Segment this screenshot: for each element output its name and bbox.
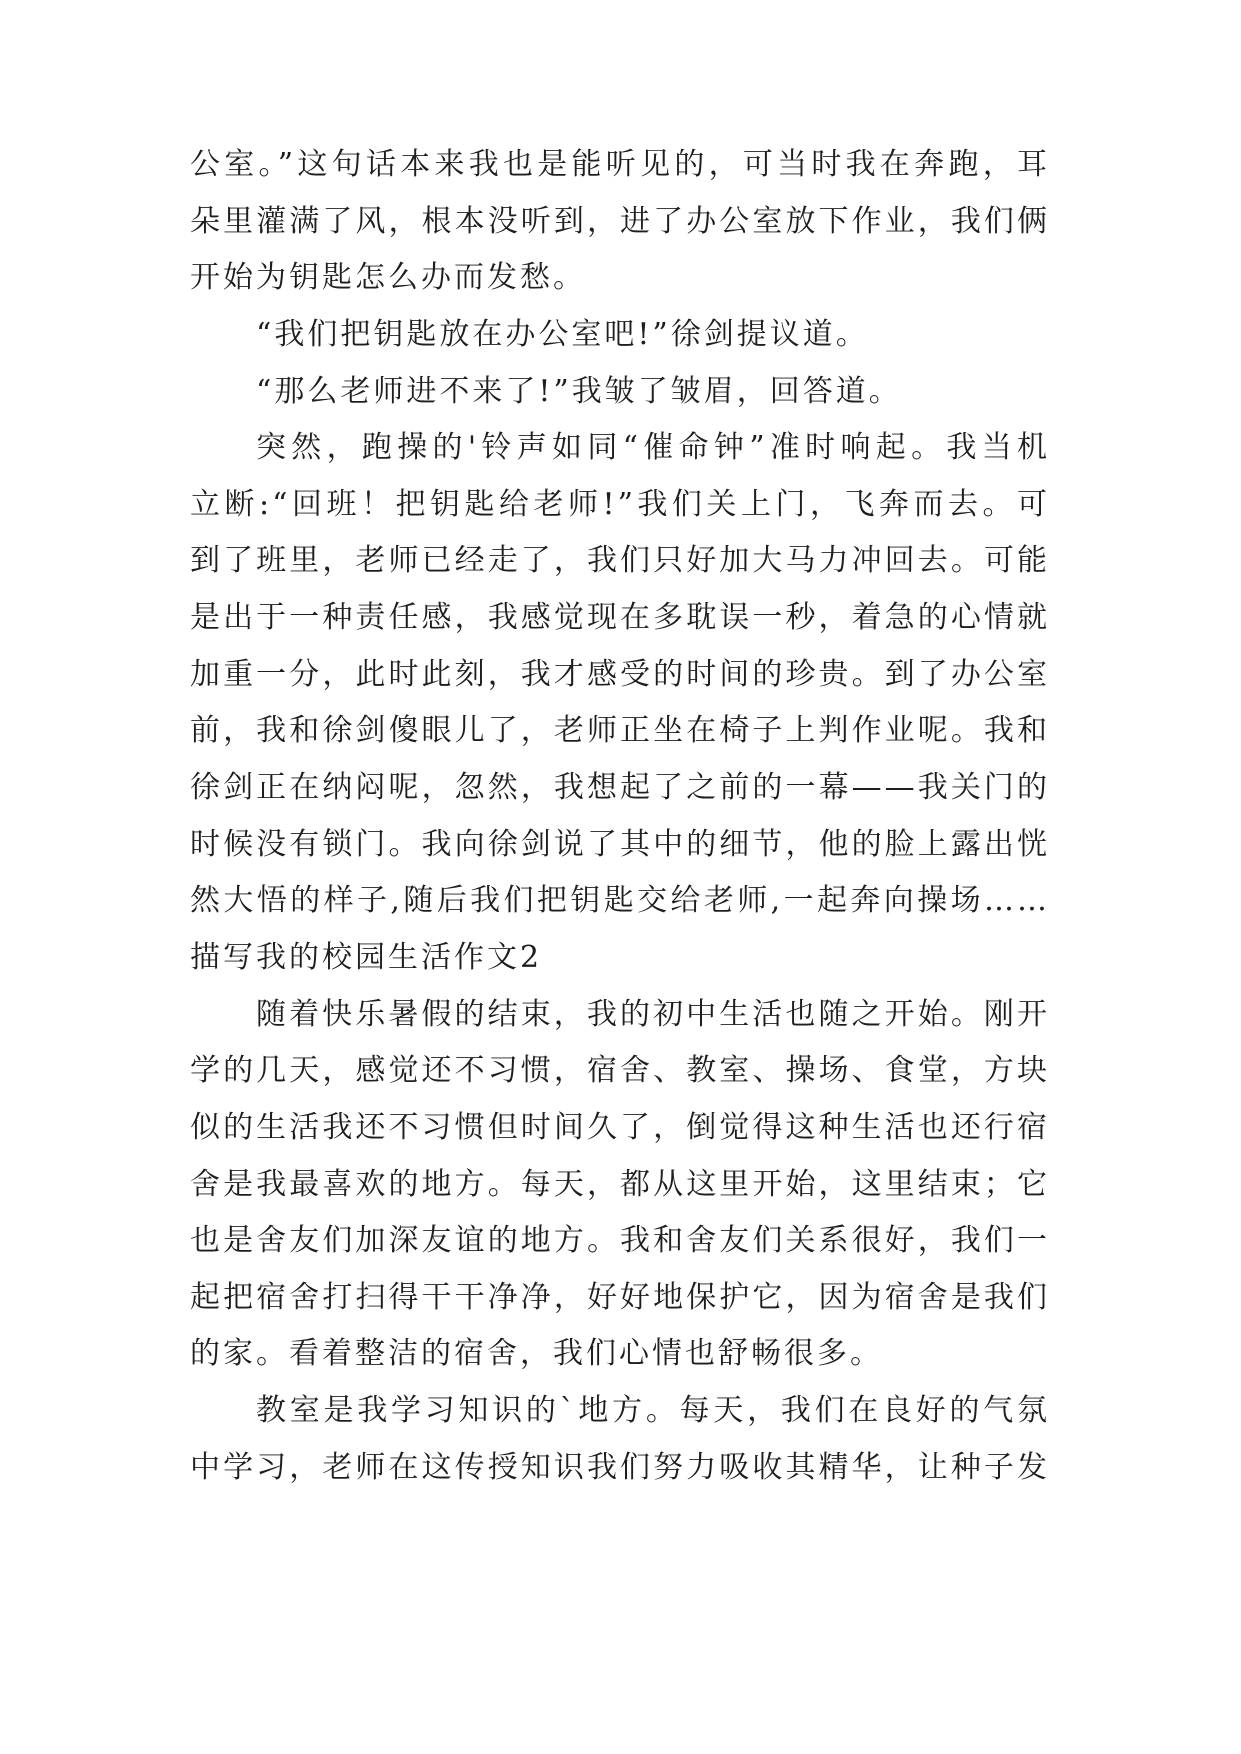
paragraph bbox=[190, 987, 1050, 1383]
text-line: 随着快乐暑假的结束，我的初中生活也随之开始。刚开 bbox=[256, 996, 1050, 1032]
text-line: “那么老师进不来了!”我皱了皱眉，回答道。 bbox=[256, 373, 902, 409]
text-line: 徐剑正在纳闷呢，忽然，我想起了之前的一幕——我关门的 bbox=[190, 770, 1050, 806]
text-line: “我们把钥匙放在办公室吧!”徐剑提议道。 bbox=[256, 316, 869, 352]
text-line: 到了班里，老师已经走了，我们只好加大马力冲回去。可能 bbox=[190, 543, 1050, 579]
paragraph bbox=[190, 364, 1050, 421]
text-line: 然大悟的样子,随后我们把钥匙交给老师,一起奔向操场…… bbox=[190, 883, 1050, 919]
text-line: 开始为钥匙怎么办而发愁。 bbox=[190, 260, 586, 296]
paragraph bbox=[190, 307, 1050, 364]
document-body bbox=[190, 137, 1050, 1496]
text-line: 似的生活我还不习惯但时间久了，倒觉得这种生活也还行宿 bbox=[190, 1109, 1050, 1145]
text-line: 公室。”这句话本来我也是能听见的，可当时我在奔跑，耳 bbox=[190, 147, 1050, 182]
text-line: 时候没有锁门。我向徐剑说了其中的细节，他的脸上露出恍 bbox=[190, 826, 1050, 862]
text-line: 立断:“回班！把钥匙给老师!”我们关上门，飞奔而去。可 bbox=[190, 486, 1050, 522]
text-line: 舍是我最喜欢的地方。每天，都从这里开始，这里结束；它 bbox=[190, 1166, 1050, 1202]
text-line: 是出于一种责任感，我感觉现在多耽误一秒，着急的心情就 bbox=[190, 600, 1050, 636]
text-line: 前，我和徐剑傻眼儿了，老师正坐在椅子上判作业呢。我和 bbox=[190, 713, 1050, 749]
paragraph bbox=[190, 1383, 1050, 1496]
text-line: 学的几天，感觉还不习惯，宿舍、教室、操场、食堂，方块 bbox=[190, 1053, 1050, 1089]
text-line: 加重一分，此时此刻，我才感受的时间的珍贵。到了办公室 bbox=[190, 656, 1050, 692]
text-line: 朵里灌满了风，根本没听到，进了办公室放下作业，我们俩 bbox=[190, 203, 1050, 239]
essay-title: 描写我的校园生活作文2 bbox=[190, 939, 543, 975]
text-line: 的家。看着整洁的宿舍，我们心情也舒畅很多。 bbox=[190, 1336, 883, 1372]
paragraph bbox=[190, 420, 1050, 930]
paragraph bbox=[190, 137, 1050, 307]
text-line: 起把宿舍打扫得干干净净，好好地保护它，因为宿舍是我们 bbox=[190, 1279, 1050, 1315]
text-line: 突然，跑操的'铃声如同“催命钟”准时响起。我当机 bbox=[256, 430, 1050, 466]
text-line: 也是舍友们加深友谊的地方。我和舍友们关系很好，我们一 bbox=[190, 1223, 1050, 1259]
text-line: 教室是我学习知识的`地方。每天，我们在良好的气氛 bbox=[256, 1393, 1050, 1429]
text-line: 中学习，老师在这传授知识我们努力吸收其精华，让种子发 bbox=[190, 1449, 1050, 1485]
